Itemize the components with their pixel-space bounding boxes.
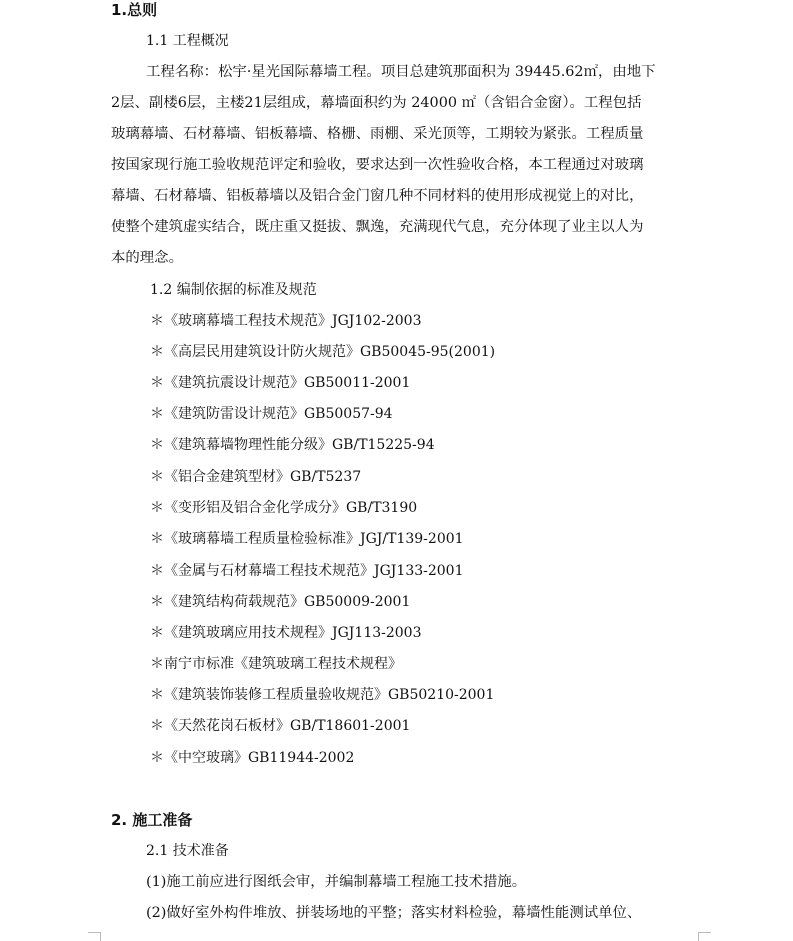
overview-paragraph-line: 2层、副楼6层，主楼21层组成，幕墙面积约为 24000 ㎡（含铝合金窗）。工程包括 [111, 95, 642, 111]
overview-paragraph-line: 幕墙、石材幕墙、铝板幕墙以及铝合金门窗几种不同材料的使用形成视觉上的对比， [111, 188, 644, 204]
standards-list-item: ＊《天然花岗石板材》GB/T18601-2001 [150, 718, 411, 734]
standards-list-item: ＊《金属与石材幕墙工程技术规范》JGJ133-2001 [150, 563, 464, 579]
section-1-2-heading: 1.2 编制依据的标准及规范 [150, 282, 317, 298]
standards-list-item: ＊《玻璃幕墙工程技术规范》JGJ102-2003 [150, 313, 422, 329]
standards-list-item: ＊《建筑防雷设计规范》GB50057-94 [150, 406, 393, 422]
standards-list-item: ＊南宁市标准《建筑玻璃工程技术规程》 [150, 656, 402, 672]
overview-paragraph-line: 玻璃幕墙、石材幕墙、铝板幕墙、格栅、雨棚、采光顶等，工期较为紧张。工程质量 [111, 126, 644, 142]
tech-prep-paragraph-line: (1)施工前应进行图纸会审，并编制幕墙工程施工技术措施。 [146, 874, 527, 890]
page-crop-mark-right [698, 932, 711, 941]
standards-list-item: ＊《高层民用建筑设计防火规范》GB50045-95(2001) [150, 344, 496, 360]
page-crop-mark-left [88, 932, 101, 941]
section-2-1-heading: 2.1 技术准备 [146, 843, 229, 859]
standards-list-item: ＊《建筑结构荷载规范》GB50009-2001 [150, 594, 411, 610]
section-2-heading: 2. 施工准备 [111, 811, 193, 829]
standards-list-item: ＊《玻璃幕墙工程质量检验标准》JGJ/T139-2001 [150, 531, 464, 547]
standards-list-item: ＊《中空玻璃》GB11944-2002 [150, 750, 355, 766]
section-1-1-heading: 1.1 工程概况 [146, 33, 229, 49]
overview-paragraph-line: 本的理念。 [111, 250, 183, 266]
section-1-heading: 1.总则 [111, 1, 158, 19]
overview-paragraph-line: 工程名称：松宇·星光国际幕墙工程。项目总建筑那面积为 39445.62㎡，由地下 [146, 64, 656, 80]
standards-list-item: ＊《建筑装饰装修工程质量验收规范》GB50210-2001 [150, 687, 495, 703]
standards-list-item: ＊《铝合金建筑型材》GB/T5237 [150, 469, 362, 485]
tech-prep-paragraph-line: (2)做好室外构件堆放、拼装场地的平整；落实材料检验，幕墙性能测试单位、 [146, 905, 642, 921]
standards-list-item: ＊《建筑抗震设计规范》GB50011-2001 [150, 375, 411, 391]
overview-paragraph-line: 按国家现行施工验收规范评定和验收，要求达到一次性验收合格，本工程通过对玻璃 [111, 157, 644, 173]
standards-list-item: ＊《建筑玻璃应用技术规程》JGJ113-2003 [150, 625, 422, 641]
overview-paragraph-line: 使整个建筑虚实结合，既庄重又挺拔、飘逸，充满现代气息，充分体现了业主以人为 [111, 219, 644, 235]
standards-list-item: ＊《建筑幕墙物理性能分级》GB/T15225-94 [150, 437, 435, 453]
standards-list-item: ＊《变形铝及铝合金化学成分》GB/T3190 [150, 500, 418, 516]
